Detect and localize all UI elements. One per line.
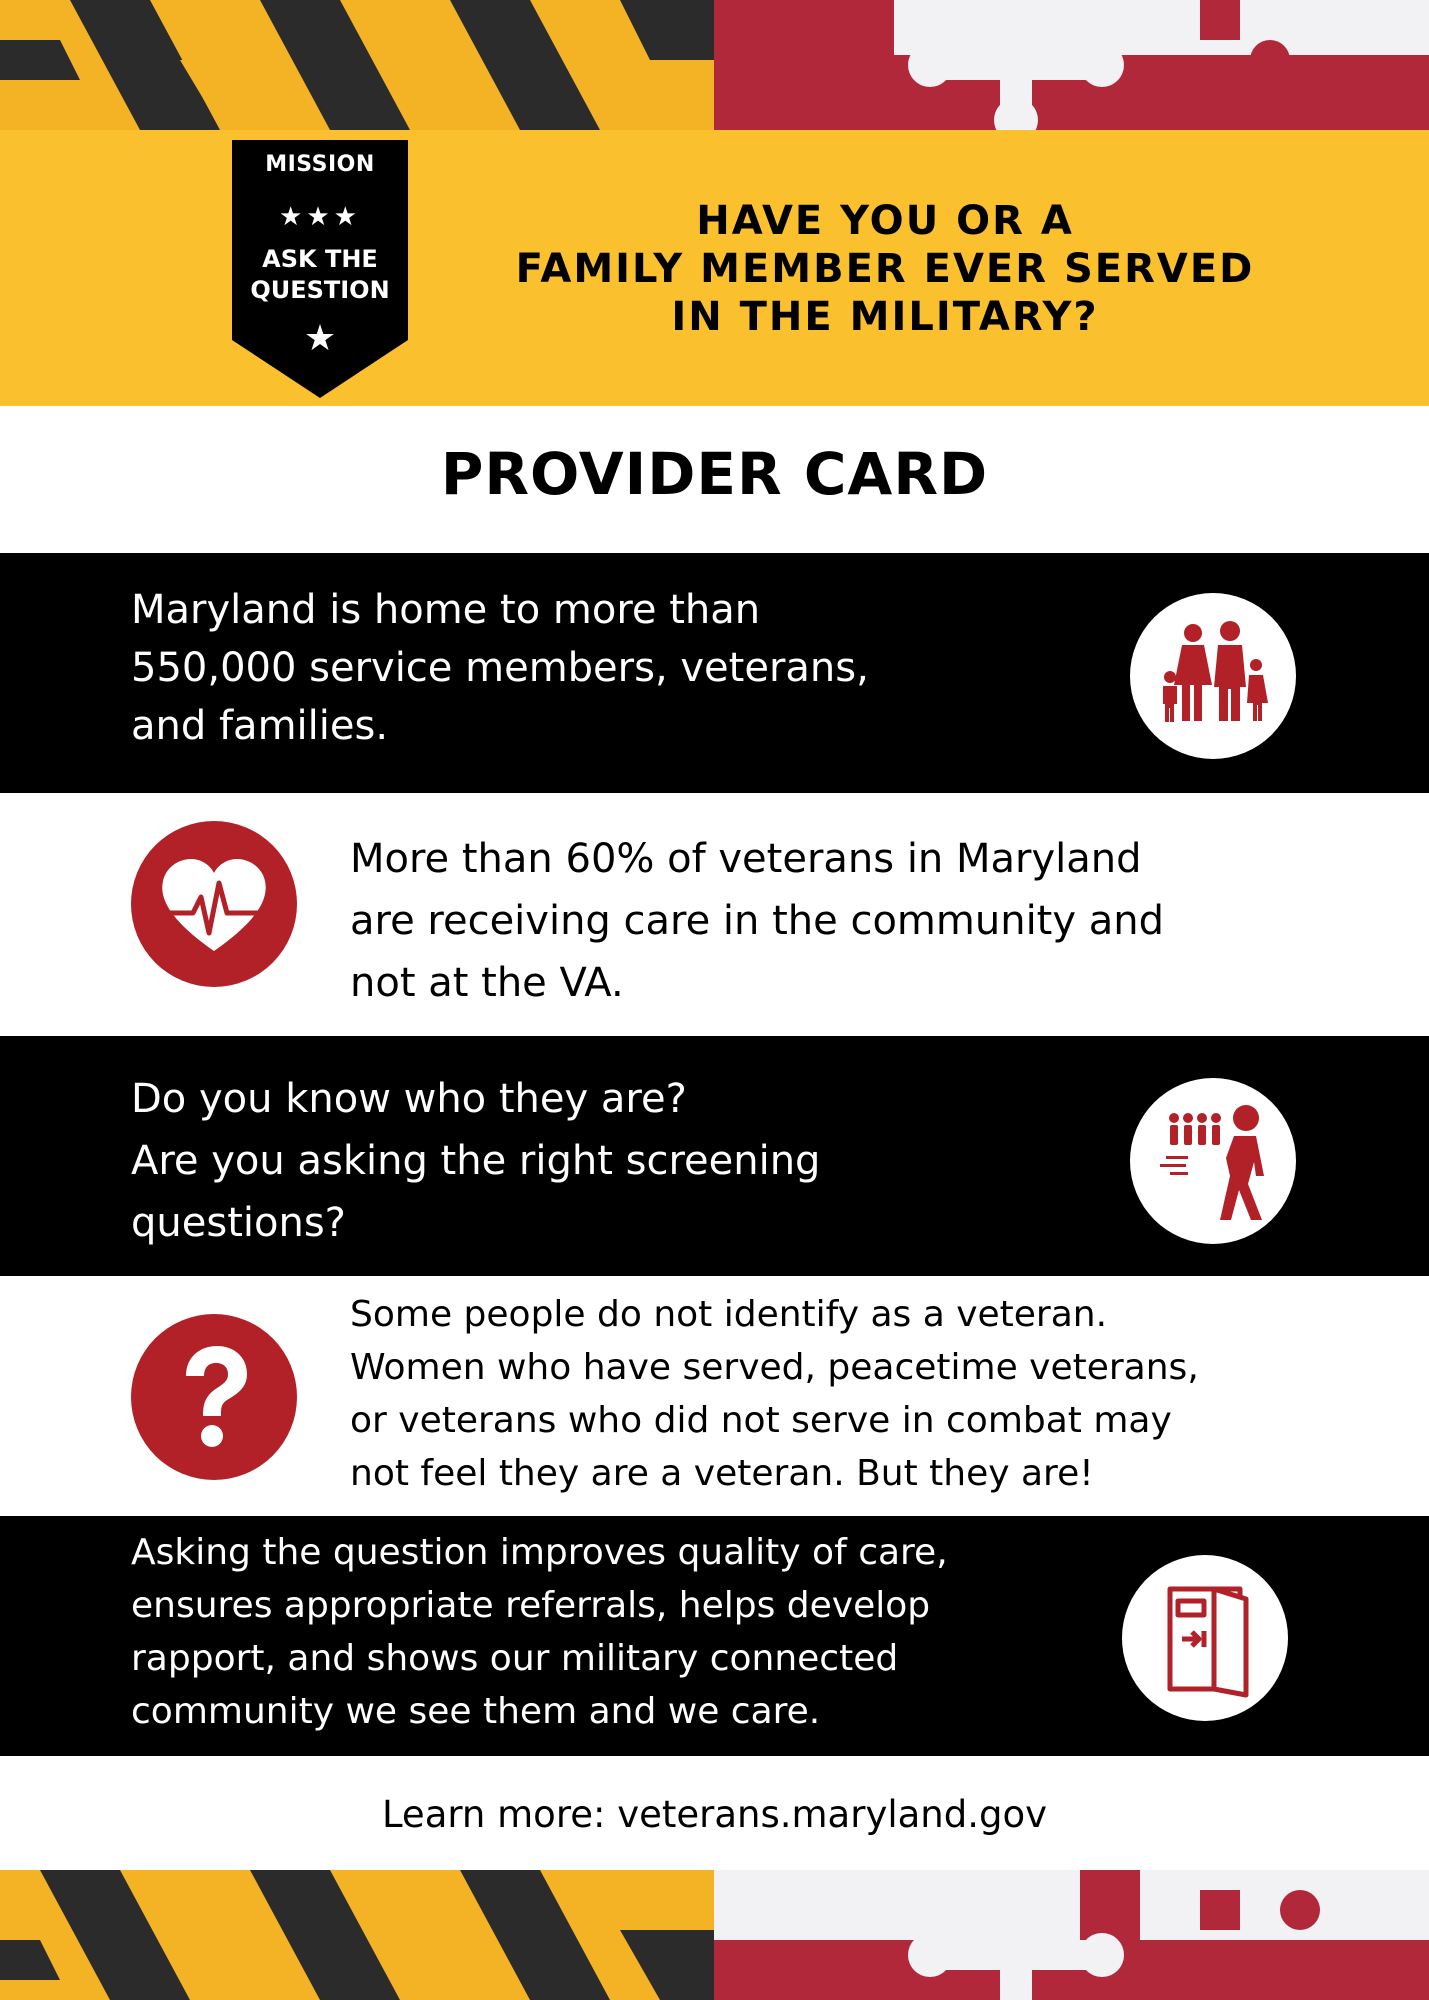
- text-line: Women who have served, peacetime veterans,: [350, 1347, 1199, 1388]
- badge-ask-line1: ASK THE: [262, 245, 378, 273]
- text-line: or veterans who did not serve in combat may: [350, 1400, 1172, 1441]
- text-line: not at the VA.: [350, 960, 624, 1006]
- section-community-care: [0, 793, 1429, 1036]
- text-line: Do you know who they are?: [131, 1076, 687, 1122]
- headline-line3: IN THE MILITARY?: [671, 294, 1099, 340]
- text-line: questions?: [131, 1200, 346, 1246]
- section-text: [131, 581, 869, 755]
- section-text: [350, 828, 1164, 1014]
- section-identity: [0, 1276, 1429, 1516]
- headline-line1: HAVE YOU OR A: [696, 198, 1074, 244]
- text-line: Asking the question improves quality of care,: [131, 1532, 948, 1573]
- text-line: More than 60% of veterans in Maryland: [350, 836, 1142, 882]
- section-benefits: [0, 1516, 1429, 1756]
- question-mark-icon: [131, 1314, 297, 1480]
- mission-badge: [232, 140, 408, 398]
- section-screening-questions: [0, 1036, 1429, 1276]
- learn-more-link[interactable]: Learn more: veterans.maryland.gov: [381, 1793, 1048, 1836]
- maryland-flag-banner-bottom: [0, 1870, 1429, 2000]
- text-line: Some people do not identify as a veteran.: [350, 1294, 1108, 1335]
- text-line: and families.: [131, 703, 389, 749]
- text-line: are receiving care in the community and: [350, 898, 1165, 944]
- family-icon: [1130, 593, 1296, 759]
- headline-line2: FAMILY MEMBER EVER SERVED: [515, 246, 1255, 292]
- headline: [455, 197, 1315, 341]
- section-text: [350, 1288, 1199, 1500]
- text-line: ensures appropriate referrals, helps develop: [131, 1585, 931, 1626]
- badge-stars-icon: ★★★: [279, 202, 361, 232]
- badge-ask-label: [232, 244, 408, 306]
- page-title: PROVIDER CARD: [440, 440, 989, 508]
- open-door-icon: [1122, 1555, 1288, 1721]
- person-walking-away-icon: [1130, 1078, 1296, 1244]
- badge-mission-label: MISSION: [265, 152, 375, 177]
- heart-pulse-icon: [131, 821, 297, 987]
- section-text: [131, 1526, 948, 1738]
- text-line: 550,000 service members, veterans,: [131, 645, 869, 691]
- section-text: [131, 1068, 820, 1254]
- badge-ask-line2: QUESTION: [250, 276, 390, 304]
- text-line: Are you asking the right screening: [131, 1138, 821, 1184]
- text-line: rapport, and shows our military connected: [131, 1638, 899, 1679]
- badge-star-icon: ★: [303, 318, 337, 359]
- text-line: Maryland is home to more than: [131, 587, 761, 633]
- text-line: community we see them and we care.: [131, 1691, 821, 1732]
- maryland-flag-banner-top: [0, 0, 1429, 130]
- text-line: not feel they are a veteran. But they are!: [350, 1453, 1094, 1494]
- section-veteran-population: [0, 553, 1429, 793]
